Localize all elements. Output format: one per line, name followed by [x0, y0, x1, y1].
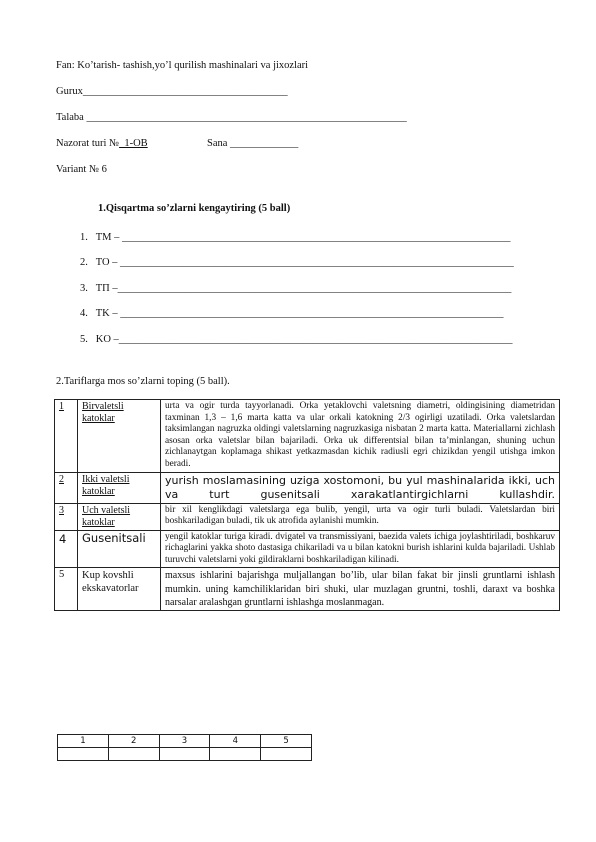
row-definition: yengil katoklar turiga kiradi. dvigatel va transmissiyani, baezida valets ichiga joylashtiriladi, boshkaruv richaglarini yakka shoto dastasiga chikariladi va u bilan katokni burish ishlarini kulda bajariladi. Ushlab turuvchi valetslarni yoki gildiraklarni boshkariladigan kilinadi.	[161, 530, 560, 568]
answer-header-2: 2	[108, 735, 159, 748]
abbr-item-5[interactable]	[80, 333, 513, 346]
table-row	[55, 568, 560, 611]
abbr-text: TM – __________________________________________________________________________	[95, 232, 511, 243]
row-definition: urta va ogir turda tayyorlanadi. Orka yetaklovchi valetsning diametri, oldingisining diametridan taxminan 1,3 – 1,6 marta katta va ular orkali katokning 2/3 ogirligi uzatiladi. Orka valetslardan taksimlangan nagruzka oldingi valetslarning nagruzkasiga nisbatan 2 marta katta. Materiallarni zichlash asosan orka valetslar bilan bajariladi. Orka uk differentsial bilan ta’minlangan, shuning uchun zichlanaytgan koplamaga shikast yetkazmasdan kichik radiusli egri chizikdan yengil utishga imkon beradi.	[161, 400, 560, 473]
answer-header-row	[58, 735, 312, 748]
row-term: Kup kovshli ekskavatorlar	[78, 568, 161, 611]
abbr-number: 1.	[80, 232, 88, 243]
row-term: Uch valetsli katoklar	[78, 503, 161, 530]
abbr-item-4[interactable]	[80, 307, 504, 320]
control-type-label: Nazorat turi №	[56, 138, 120, 149]
row-term: Gusenitsali	[78, 530, 161, 568]
answer-cell-1[interactable]	[58, 748, 109, 761]
row-number: 3	[55, 503, 78, 530]
row-definition: bir xil kenglikdagi valetslarga ega bulib, yengil, urta va ogir turli buladi. Valetslardan biri boshkariladigan buladi, tik uk atrofida aylanishi mumkin.	[161, 503, 560, 530]
table-row	[55, 400, 560, 473]
section1-title: 1.Qisqartma so’zlarni kengaytiring (5 ball)	[98, 203, 291, 214]
row-definition: maxsus ishlarini bajarishga muljallangan bo’lib, ular bilan fakat bir jinsli gruntlarni ishlash mumkin. uning kamchiliklaridan biri shuki, ular muzlagan gruntni, toshli, daraxt va boshka narsalar aralashgan gruntlarni ishlashga moslanmagan.	[161, 568, 560, 611]
answer-cell-2[interactable]	[108, 748, 159, 761]
variant-line: Variant № 6	[56, 164, 107, 175]
row-number: 4	[55, 530, 78, 568]
abbr-item-1[interactable]	[80, 231, 511, 244]
answer-cell-4[interactable]	[210, 748, 261, 761]
answer-row	[58, 748, 312, 761]
table-row	[55, 503, 560, 530]
table-row	[55, 530, 560, 568]
abbr-item-3[interactable]	[80, 282, 511, 295]
answer-header-3: 3	[159, 735, 210, 748]
group-line[interactable]: Gurux_______________________________________	[56, 86, 288, 97]
answer-header-5: 5	[261, 735, 312, 748]
subject-line: Fan: Ko’tarish- tashish,yo’l qurilish mashinalari va jixozlari	[56, 60, 309, 71]
abbr-number: 3.	[80, 283, 88, 294]
answer-cell-3[interactable]	[159, 748, 210, 761]
answer-table	[57, 734, 312, 761]
student-line[interactable]: Talaba _____________________________________________________________	[56, 112, 407, 123]
abbr-number: 4.	[80, 308, 88, 319]
control-type-value: _1-OB	[119, 138, 148, 149]
abbr-text: TO – ___________________________________________________________________________	[95, 257, 514, 268]
answer-cell-5[interactable]	[261, 748, 312, 761]
control-type-line	[56, 137, 148, 150]
definitions-table	[54, 399, 560, 611]
table-row	[55, 472, 560, 503]
answer-header-1: 1	[58, 735, 109, 748]
abbr-text: TП –___________________________________________________________________________	[95, 283, 512, 294]
abbr-number: 2.	[80, 257, 88, 268]
abbr-item-2[interactable]	[80, 256, 514, 269]
row-number: 5	[55, 568, 78, 611]
row-number: 2	[55, 472, 78, 503]
row-term: Birvaletsli katoklar	[78, 400, 161, 473]
date-line[interactable]: Sana _____________	[207, 138, 299, 149]
section2-title: 2.Tariflarga mos so’zlarni toping (5 ball).	[56, 376, 230, 387]
row-definition: yurish moslamasining uziga xostomoni, bu yul mashinalarida ikki, uch va turt gusenitsali xarakatlantirgichlarni kullashdir.	[161, 472, 560, 503]
answer-header-4: 4	[210, 735, 261, 748]
row-term: Ikki valetsli katoklar	[78, 472, 161, 503]
abbr-text: KO –___________________________________________________________________________	[95, 334, 513, 345]
abbr-text: TK – _________________________________________________________________________	[95, 308, 504, 319]
abbr-number: 5.	[80, 334, 88, 345]
row-number: 1	[55, 400, 78, 473]
